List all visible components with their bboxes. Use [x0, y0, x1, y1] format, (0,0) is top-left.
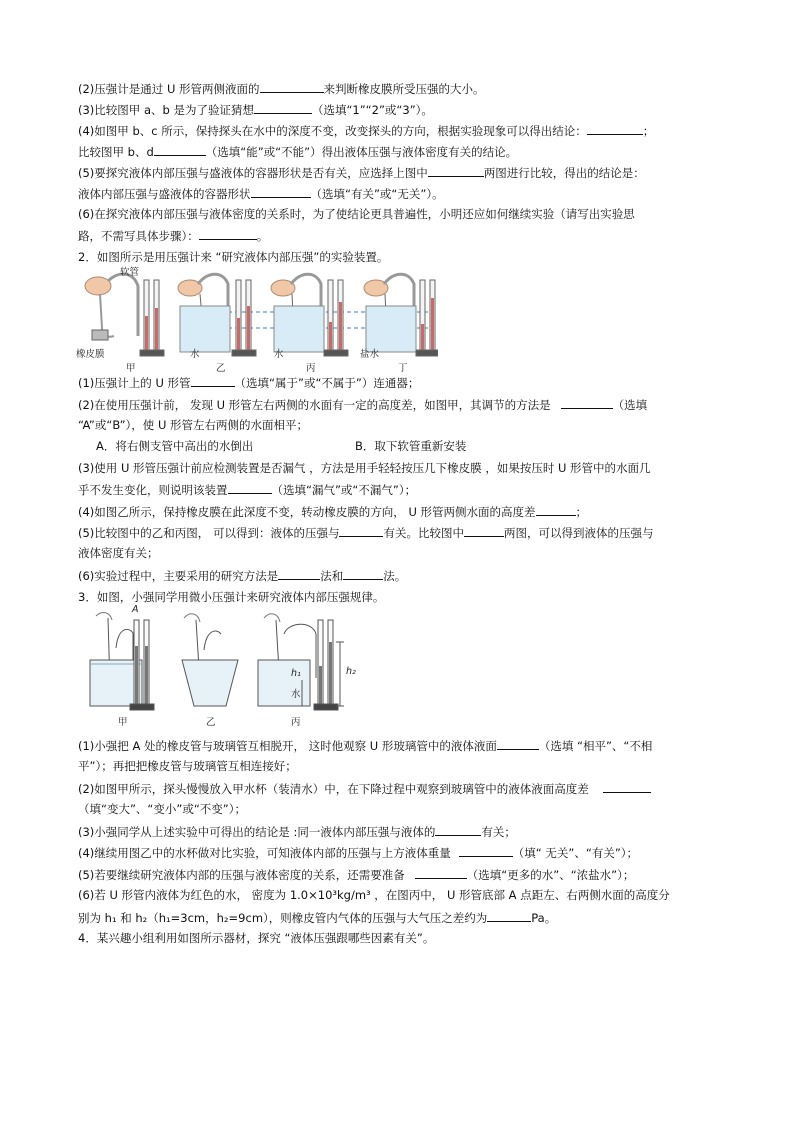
answer-blank[interactable]	[191, 374, 235, 387]
q1-line-5a	[78, 164, 645, 181]
text: (2)压强计是通过 U 形管两侧液面的	[78, 82, 260, 96]
q3-figure	[88, 604, 378, 728]
label-soft-tube: 软管	[120, 267, 140, 278]
label-yi: 乙	[206, 717, 216, 728]
text: （选填“1”“2”或“3”）。	[311, 103, 433, 117]
option-b-text: B．取下软管重新安装	[355, 439, 467, 453]
q3-line-1a	[78, 737, 652, 754]
q3-title	[78, 589, 384, 605]
text: 两图，可以得到液体的压强与	[503, 526, 654, 540]
text: (2)在使用压强计前， 发现 U 形管左右两侧的水面有一定的高度差，如图甲，其调节的方法是	[78, 398, 551, 412]
label-jia: 甲	[118, 717, 128, 728]
text: (4)如图甲 b、c 所示，保持探头在水中的深度不变，改变探头的方向，根据实验现象可以得出结论：	[78, 124, 587, 138]
label-jia: 甲	[126, 363, 136, 374]
text: (2)如图甲所示，探头慢慢放入甲水杯（装清水）中，在下降过程中观察到玻璃管中的液体液面高度差	[78, 782, 589, 796]
text: 比较图甲 b、d	[78, 145, 154, 159]
text: (6)实验过程中，主要采用的研究方法是	[78, 569, 279, 583]
answer-blank[interactable]	[435, 823, 481, 836]
label-water-2: 水	[274, 349, 284, 360]
pressure-gauge-illustration	[78, 266, 438, 372]
text: (3)使用 U 形管压强计前应检测装置是否漏气 ，方法是用手轻轻按压几下橡皮膜 ，如果按压时 U 形管中的水面几	[78, 461, 651, 475]
text: (3)小强同学从上述实验中可得出的结论是 :同一液体内部压强与液体的	[78, 825, 436, 839]
q1-line-4b	[78, 143, 517, 160]
label-yi: 乙	[216, 363, 226, 374]
text: “A”或“B”），使 U 形管左右两侧的水面相平；	[78, 418, 309, 432]
text: 来判断橡皮膜所受压强的大小。	[323, 82, 485, 96]
text: 液体密度有关；	[78, 546, 159, 560]
text: (1)小强把 A 处的橡皮管与玻璃管互相脱开， 这时他观察 U 形玻璃管中的液体液面	[78, 739, 497, 753]
text: 乎不发生变化，则说明该装置	[78, 483, 228, 497]
answer-blank[interactable]	[254, 101, 312, 114]
text: 有关。比较图中	[383, 526, 464, 540]
text: (6)在探究液体内部压强与液体密度的关系时，为了使结论更具普遍性，小明还应如何继续实验（请写出实验思	[78, 207, 635, 221]
option-a-text: A．将右侧支管中高出的水倒出	[96, 439, 254, 453]
label-bing: 丙	[306, 363, 316, 374]
text: 2．如图所示是用压强计来 “研究液体内部压强”的实验装置。	[78, 250, 389, 264]
text: (3)比较图甲 a、b 是为了验证猜想	[78, 103, 254, 117]
answer-blank[interactable]	[428, 164, 484, 177]
label-point-a: A	[132, 604, 139, 615]
label-h2: h₂	[346, 666, 356, 677]
label-salt-water: 盐水	[360, 349, 380, 360]
answer-blank[interactable]	[415, 866, 467, 879]
q3-line-2b	[78, 801, 246, 817]
u-tube-manometer-illustration	[88, 608, 378, 728]
text: 平”）；再把把橡皮管与玻璃管互相连接好；	[78, 759, 297, 773]
q2-line-4	[78, 503, 587, 520]
q1-line-6a	[78, 206, 635, 222]
q2-figure	[78, 266, 438, 372]
text: （填“ 无关”、“有关”）；	[512, 846, 639, 860]
q2-line-2a	[78, 396, 647, 413]
label-water: 水	[291, 689, 301, 700]
q3-line-3	[78, 823, 516, 840]
text: 液体内部压强与盛液体的容器形状	[78, 187, 251, 201]
q2-line-6	[78, 567, 406, 584]
answer-blank[interactable]	[561, 396, 613, 409]
q2-option-a	[96, 438, 253, 454]
text: 有关；	[481, 825, 516, 839]
q1-line-4a	[78, 122, 654, 139]
q4-title	[78, 930, 434, 946]
text: （选填“能”或“不能”）得出液体压强与液体密度有关的结论。	[205, 145, 518, 159]
answer-blank[interactable]	[464, 524, 504, 537]
answer-blank[interactable]	[260, 80, 324, 93]
answer-blank[interactable]	[278, 567, 320, 580]
answer-blank[interactable]	[487, 909, 531, 922]
q1-line-3	[78, 101, 433, 118]
q1-line-6b	[78, 227, 268, 244]
text: (1)压强计上的 U 形管	[78, 376, 191, 390]
text: ；	[575, 505, 588, 519]
label-h1: h₁	[291, 668, 301, 679]
q1-line-5b	[78, 185, 444, 202]
text: (6)若 U 形管内液体为红色的水， 密度为 1.0×10³kg/m³ ，在图丙中， U 形管底部 A 点距左、右两侧水面的高度分	[78, 888, 670, 902]
q2-line-5a	[78, 524, 653, 541]
text: （选填“更多的水”、“浓盐水”）；	[466, 868, 635, 882]
answer-blank[interactable]	[228, 481, 272, 494]
label-ding: 丁	[398, 363, 408, 374]
q2-line-2b	[78, 417, 308, 433]
text: 法。	[383, 569, 407, 583]
text: （填“变大”、“变小”或“不变”）；	[78, 802, 246, 816]
q2-line-3b	[78, 481, 416, 498]
text: (5)若要继续研究液体内部的压强与液体密度的关系，还需要准备	[78, 868, 405, 882]
text: 路，不需写具体步骤）：	[78, 229, 199, 243]
q3-line-1b	[78, 758, 297, 774]
q2-line-5b	[78, 545, 159, 561]
text: (4)如图乙所示，保持橡皮膜在此深度不变，转动橡皮膜的方向， U 形管两侧水面的高度差	[78, 505, 536, 519]
answer-blank[interactable]	[459, 844, 513, 857]
answer-blank[interactable]	[339, 524, 383, 537]
text: 别为 h₁ 和 h₂（h₁=3cm，h₂=9cm），则橡皮管内气体的压强与大气压之差约为	[78, 911, 488, 925]
q2-title	[78, 249, 388, 265]
q3-line-6b	[78, 909, 556, 926]
text: (5)比较图中的乙和丙图， 可以得到：液体的压强与	[78, 526, 340, 540]
text: （选填“有关”或“无关”）。	[310, 187, 444, 201]
q2-option-b	[355, 438, 466, 454]
answer-blank[interactable]	[587, 122, 643, 135]
text: Pa。	[531, 911, 557, 925]
q3-line-2a	[78, 780, 651, 797]
text: （选填“漏气”或“不漏气”）；	[271, 483, 417, 497]
q3-line-5	[78, 866, 634, 883]
text: 两图进行比较，得出的结论是：	[483, 166, 645, 180]
text: 法和	[320, 569, 344, 583]
text: （选填“属于”或“不属于”）连通器；	[234, 376, 420, 390]
answer-blank[interactable]	[603, 780, 651, 793]
answer-blank[interactable]	[251, 185, 311, 198]
answer-blank[interactable]	[343, 567, 383, 580]
text: （选填 “相平”、“不相	[538, 739, 653, 753]
text: （选填	[612, 398, 648, 412]
label-water-1: 水	[190, 349, 200, 360]
text: 。	[256, 229, 269, 243]
label-rubber-film: 橡皮膜	[76, 349, 105, 360]
answer-blank[interactable]	[536, 503, 576, 516]
answer-blank[interactable]	[154, 143, 206, 156]
answer-blank[interactable]	[199, 227, 257, 240]
q3-line-6a	[78, 887, 670, 903]
text: (5)要探究液体内部压强与盛液体的容器形状是否有关，应选择上图中	[78, 166, 428, 180]
answer-blank[interactable]	[497, 737, 539, 750]
q2-line-1	[78, 374, 419, 391]
q1-line-2	[78, 80, 485, 97]
text: 3．如图，小强同学用微小压强计来研究液体内部压强规律。	[78, 590, 385, 604]
q2-line-3a	[78, 460, 651, 476]
label-bing: 丙	[291, 717, 301, 728]
text: (4)继续用图乙中的水杯做对比实验，可知液体内部的压强与上方液体重量	[78, 846, 451, 860]
text: 4．某兴趣小组利用如图所示器材，探究 “液体压强跟哪些因素有关”。	[78, 931, 435, 945]
text: ；	[642, 124, 655, 138]
q3-line-4	[78, 844, 638, 861]
